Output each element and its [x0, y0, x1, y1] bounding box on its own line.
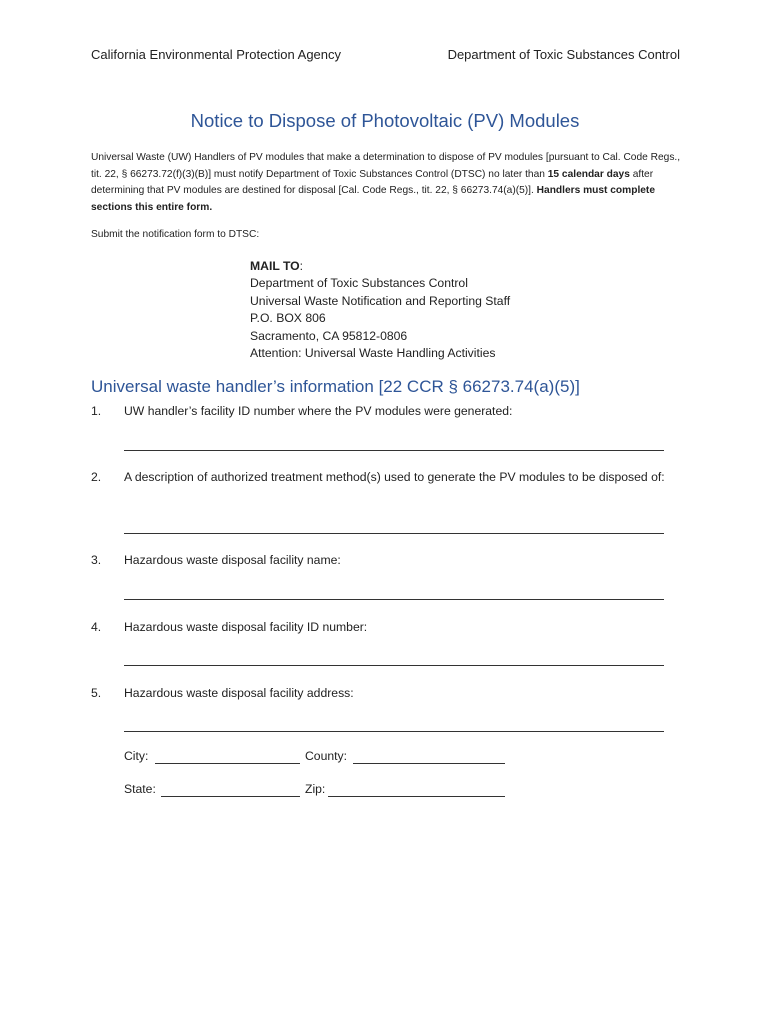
state-label: State:	[124, 782, 156, 796]
mail-line-city-zip: Sacramento, CA 95812-0806	[250, 328, 408, 343]
question-text: Hazardous waste disposal facility ID number:	[124, 620, 368, 634]
city-county-row	[124, 749, 524, 767]
header-department: Department of Toxic Substances Control	[447, 47, 680, 62]
city-field[interactable]	[155, 763, 300, 764]
intro-paragraph	[91, 150, 681, 216]
mail-line-po-box: P.O. BOX 806	[250, 311, 326, 326]
zip-field[interactable]	[328, 796, 505, 797]
intro-bold-deadline: 15 calendar days	[547, 168, 630, 180]
question-number: 1.	[91, 404, 102, 418]
mail-to-heading	[250, 258, 510, 275]
mailing-address-block	[250, 258, 510, 362]
question-text: UW handler’s facility ID number where the PV modules were generated:	[124, 404, 513, 418]
answer-line-4[interactable]	[124, 665, 664, 666]
state-zip-row	[124, 782, 524, 800]
question-number: 5.	[91, 686, 102, 700]
question-text: A description of authorized treatment method(s) used to generate the PV modules to be disposed of:	[124, 470, 665, 484]
mail-line-staff: Universal Waste Notification and Reporting Staff	[250, 293, 511, 308]
mail-to-label: MAIL TO	[250, 259, 300, 273]
county-field[interactable]	[353, 763, 505, 764]
mail-line-attention: Attention: Universal Waste Handling Activities	[250, 346, 496, 361]
intro-text-1: Universal Waste (UW) Handlers of PV modules that make a determination to dispose of PV modules [pursuant to Cal. Code Regs., tit. 22, § 66273.72(f)(3)(B)] must notify Department of Toxic Substances Control (DTSC) no later than	[91, 152, 681, 180]
question-text: Hazardous waste disposal facility address:	[124, 686, 354, 700]
section-heading-handler-info: Universal waste handler’s information [22 CCR § 66273.74(a)(5)]	[91, 377, 580, 396]
state-field[interactable]	[161, 796, 300, 797]
answer-line-3[interactable]	[124, 599, 664, 600]
intro-bold-instruction: Handlers must complete sections this entire form.	[91, 185, 655, 213]
question-number: 3.	[91, 553, 102, 567]
question-text: Hazardous waste disposal facility name:	[124, 553, 341, 567]
city-label: City:	[124, 749, 149, 763]
zip-label: Zip:	[305, 782, 326, 796]
mail-to-colon: :	[299, 259, 304, 273]
question-number: 4.	[91, 620, 102, 634]
intro-text-2: after determining that PV modules are destined for disposal [Cal. Code Regs., tit. 22, § 66273.74(a)(5)].	[91, 168, 654, 196]
question-number: 2.	[91, 470, 102, 484]
county-label: County:	[305, 749, 348, 763]
mail-line-department: Department of Toxic Substances Control	[250, 276, 468, 291]
header-agency: California Environmental Protection Agency	[91, 47, 342, 62]
submit-instruction: Submit the notification form to DTSC:	[91, 229, 260, 240]
answer-line-2[interactable]	[124, 533, 664, 534]
answer-line-5[interactable]	[124, 731, 664, 732]
page-title: Notice to Dispose of Photovoltaic (PV) Modules	[190, 110, 580, 131]
answer-line-1[interactable]	[124, 450, 664, 451]
